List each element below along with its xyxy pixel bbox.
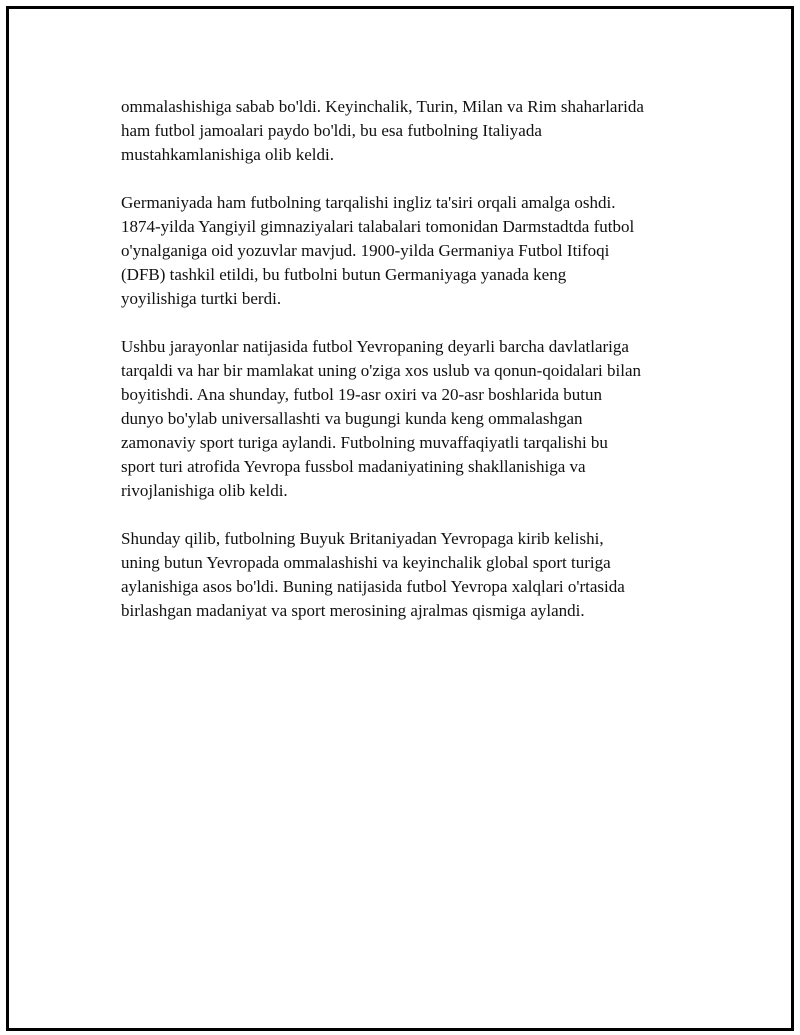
text-line: rivojlanishiga olib keldi. — [121, 481, 288, 500]
text-line: o'ynalganiga oid yozuvlar mavjud. 1900-yilda Germaniya Futbol Itifoqi — [121, 241, 610, 260]
page-frame — [6, 6, 794, 1031]
paragraph-conclusion — [121, 527, 711, 623]
text-line: mustahkamlanishiga olib keldi. — [121, 145, 334, 164]
text-line: dunyo bo'ylab universallashti va bugungi kunda keng ommalashgan — [121, 409, 583, 428]
paragraph-germany — [121, 191, 711, 311]
text-line: ommalashishiga sabab bo'ldi. Keyinchalik, Turin, Milan va Rim shaharlarida — [121, 97, 644, 116]
text-line: yoyilishiga turtki berdi. — [121, 289, 282, 308]
text-line: Ushbu jarayonlar natijasida futbol Yevropaning deyarli barcha davlatlariga — [121, 337, 629, 356]
text-line: Germaniyada ham futbolning tarqalishi ingliz ta'siri orqali amalga oshdi. — [121, 193, 616, 212]
text-line: birlashgan madaniyat va sport merosining ajralmas qismiga aylandi. — [121, 601, 585, 620]
document-body — [121, 95, 711, 647]
text-line: boyitishdi. Ana shunday, futbol 19-asr oxiri va 20-asr boshlarida butun — [121, 385, 602, 404]
paragraph-italy — [121, 95, 711, 167]
text-line: (DFB) tashkil etildi, bu futbolni butun Germaniyaga yanada keng — [121, 265, 567, 284]
text-line: sport turi atrofida Yevropa fussbol madaniyatining shakllanishiga va — [121, 457, 586, 476]
text-line: zamonaviy sport turiga aylandi. Futbolning muvaffaqiyatli tarqalishi bu — [121, 433, 608, 452]
text-line: ham futbol jamoalari paydo bo'ldi, bu esa futbolning Italiyada — [121, 121, 542, 140]
text-line: uning butun Yevropada ommalashishi va keyinchalik global sport turiga — [121, 553, 611, 572]
text-line: tarqaldi va har bir mamlakat uning o'ziga xos uslub va qonun-qoidalari bilan — [121, 361, 642, 380]
text-line: aylanishiga asos bo'ldi. Buning natijasida futbol Yevropa xalqlari o'rtasida — [121, 577, 625, 596]
paragraph-europe-spread — [121, 335, 711, 503]
text-line: Shunday qilib, futbolning Buyuk Britaniyadan Yevropaga kirib kelishi, — [121, 529, 604, 548]
text-line: 1874-yilda Yangiyil gimnaziyalari talabalari tomonidan Darmstadtda futbol — [121, 217, 635, 236]
